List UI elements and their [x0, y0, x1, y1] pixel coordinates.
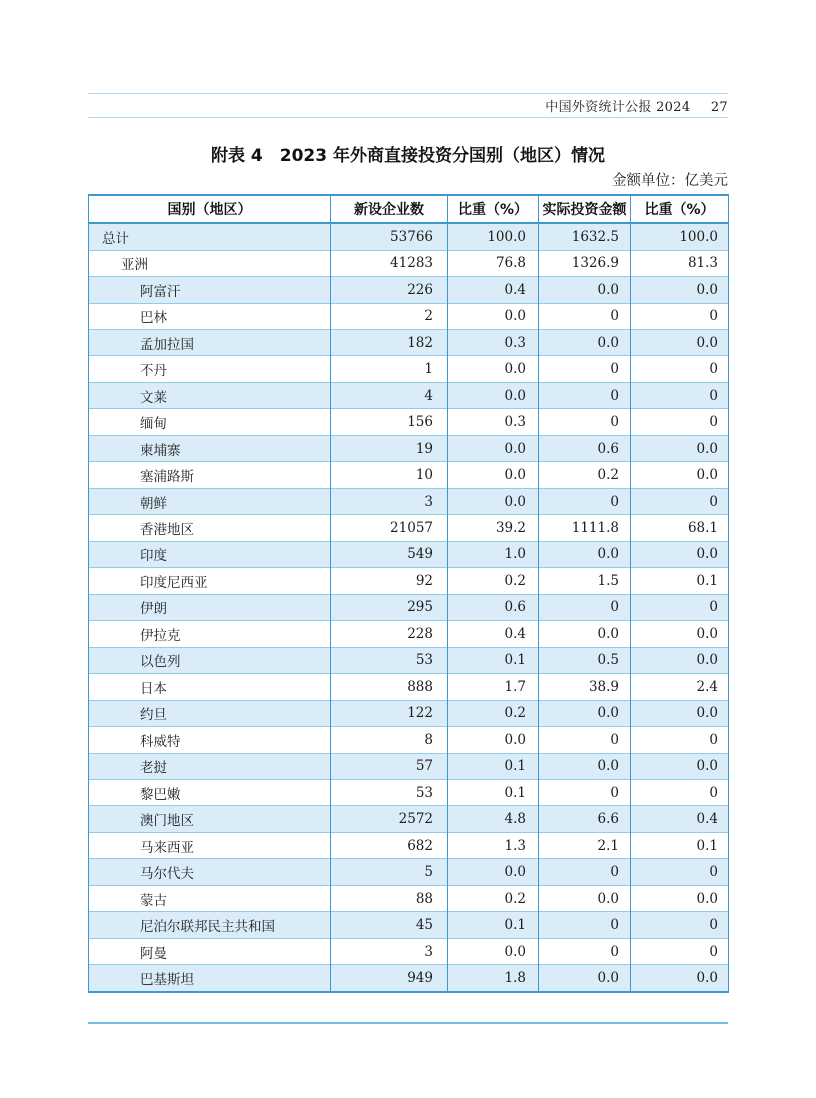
value-cell: 53766 — [331, 223, 448, 250]
table-row — [89, 356, 729, 382]
value-cell: 0.0 — [631, 435, 729, 461]
value-cell: 0.2 — [539, 462, 631, 488]
country-name-cell: 印度尼西亚 — [89, 568, 331, 594]
value-cell: 0 — [539, 356, 631, 382]
value-cell: 0 — [539, 409, 631, 435]
value-cell: 0.0 — [631, 541, 729, 567]
country-name-cell: 朝鲜 — [89, 488, 331, 514]
value-cell: 0.0 — [539, 330, 631, 356]
value-cell: 0 — [539, 859, 631, 885]
value-cell: 0 — [631, 727, 729, 753]
value-cell: 0 — [631, 409, 729, 435]
value-cell: 68.1 — [631, 515, 729, 541]
value-cell: 0 — [631, 382, 729, 408]
country-name-cell: 马来西亚 — [89, 832, 331, 858]
country-name-cell: 塞浦路斯 — [89, 462, 331, 488]
value-cell: 92 — [331, 568, 448, 594]
value-cell: 6.6 — [539, 806, 631, 832]
value-cell: 0.0 — [448, 382, 539, 408]
value-cell: 0.1 — [631, 568, 729, 594]
value-cell: 0.0 — [539, 885, 631, 911]
value-cell: 0.4 — [631, 806, 729, 832]
value-cell: 1111.8 — [539, 515, 631, 541]
value-cell: 226 — [331, 277, 448, 303]
value-cell: 100.0 — [448, 223, 539, 250]
table-row — [89, 568, 729, 594]
country-name-cell: 总计 — [89, 223, 331, 250]
value-cell: 53 — [331, 779, 448, 805]
header-rule-top — [88, 93, 728, 94]
table-row — [89, 832, 729, 858]
value-cell: 0.0 — [539, 700, 631, 726]
value-cell: 8 — [331, 727, 448, 753]
value-cell: 228 — [331, 621, 448, 647]
value-cell: 0.0 — [448, 488, 539, 514]
value-cell: 0 — [539, 727, 631, 753]
column-header: 比重（%） — [448, 195, 539, 223]
value-cell: 0.2 — [448, 885, 539, 911]
value-cell: 3 — [331, 938, 448, 964]
value-cell: 21057 — [331, 515, 448, 541]
value-cell: 0.6 — [448, 594, 539, 620]
value-cell: 0 — [631, 938, 729, 964]
country-name-cell: 阿富汗 — [89, 277, 331, 303]
value-cell: 0.0 — [448, 727, 539, 753]
country-name-cell: 黎巴嫩 — [89, 779, 331, 805]
table-row — [89, 515, 729, 541]
value-cell: 1.0 — [448, 541, 539, 567]
value-cell: 0.0 — [448, 938, 539, 964]
value-cell: 0 — [631, 356, 729, 382]
value-cell: 0 — [631, 859, 729, 885]
value-cell: 0.0 — [448, 859, 539, 885]
value-cell: 0.0 — [631, 647, 729, 673]
value-cell: 4.8 — [448, 806, 539, 832]
value-cell: 76.8 — [448, 250, 539, 276]
table-row — [89, 382, 729, 408]
table-row — [89, 859, 729, 885]
table-row — [89, 435, 729, 461]
value-cell: 0.1 — [631, 832, 729, 858]
country-name-cell: 伊朗 — [89, 594, 331, 620]
table-title: 附表 4 2023 年外商直接投资分国别（地区）情况 — [211, 146, 605, 166]
value-cell: 0 — [631, 594, 729, 620]
value-cell: 949 — [331, 965, 448, 992]
value-cell: 0 — [539, 912, 631, 938]
value-cell: 0.1 — [448, 647, 539, 673]
value-cell: 1326.9 — [539, 250, 631, 276]
country-name-cell: 澳门地区 — [89, 806, 331, 832]
value-cell: 2572 — [331, 806, 448, 832]
value-cell: 0 — [539, 779, 631, 805]
value-cell: 0 — [631, 912, 729, 938]
value-cell: 0.0 — [631, 330, 729, 356]
value-cell: 39.2 — [448, 515, 539, 541]
country-name-cell: 亚洲 — [89, 250, 331, 276]
value-cell: 4 — [331, 382, 448, 408]
value-cell: 0.1 — [448, 779, 539, 805]
value-cell: 0.1 — [448, 912, 539, 938]
table-row — [89, 912, 729, 938]
table-row — [89, 700, 729, 726]
table-header-row — [89, 195, 729, 223]
table-row — [89, 277, 729, 303]
value-cell: 41283 — [331, 250, 448, 276]
value-cell: 57 — [331, 753, 448, 779]
table-row — [89, 223, 729, 250]
value-cell: 1.5 — [539, 568, 631, 594]
table-row — [89, 541, 729, 567]
value-cell: 2.1 — [539, 832, 631, 858]
value-cell: 0 — [539, 303, 631, 329]
country-name-cell: 伊拉克 — [89, 621, 331, 647]
value-cell: 0.0 — [448, 435, 539, 461]
value-cell: 1.7 — [448, 674, 539, 700]
value-cell: 5 — [331, 859, 448, 885]
value-cell: 0 — [631, 303, 729, 329]
value-cell: 19 — [331, 435, 448, 461]
table-row — [89, 779, 729, 805]
country-name-cell: 文莱 — [89, 382, 331, 408]
value-cell: 122 — [331, 700, 448, 726]
value-cell: 3 — [331, 488, 448, 514]
fdi-by-country-table — [88, 194, 729, 993]
country-name-cell: 以色列 — [89, 647, 331, 673]
value-cell: 0 — [539, 488, 631, 514]
country-name-cell: 约旦 — [89, 700, 331, 726]
value-cell: 0.2 — [448, 568, 539, 594]
table-row — [89, 806, 729, 832]
table-row — [89, 409, 729, 435]
value-cell: 0.0 — [448, 356, 539, 382]
value-cell: 1.3 — [448, 832, 539, 858]
value-cell: 888 — [331, 674, 448, 700]
value-cell: 0.4 — [448, 277, 539, 303]
table-row — [89, 647, 729, 673]
country-name-cell: 蒙古 — [89, 885, 331, 911]
value-cell: 0.0 — [539, 621, 631, 647]
country-name-cell: 马尔代夫 — [89, 859, 331, 885]
country-name-cell: 印度 — [89, 541, 331, 567]
country-name-cell: 不丹 — [89, 356, 331, 382]
value-cell: 0.0 — [631, 700, 729, 726]
value-cell: 0.0 — [631, 965, 729, 992]
country-name-cell: 阿曼 — [89, 938, 331, 964]
value-cell: 2 — [331, 303, 448, 329]
value-cell: 88 — [331, 885, 448, 911]
value-cell: 0 — [631, 779, 729, 805]
table-row — [89, 753, 729, 779]
value-cell: 0.0 — [539, 753, 631, 779]
value-cell: 0.1 — [448, 753, 539, 779]
value-cell: 0.3 — [448, 330, 539, 356]
table-row — [89, 727, 729, 753]
value-cell: 549 — [331, 541, 448, 567]
value-cell: 0.6 — [539, 435, 631, 461]
page-number: 27 — [710, 100, 728, 115]
value-cell: 0 — [539, 382, 631, 408]
table-row — [89, 621, 729, 647]
value-cell: 0.0 — [448, 303, 539, 329]
value-cell: 53 — [331, 647, 448, 673]
country-name-cell: 老挝 — [89, 753, 331, 779]
table-row — [89, 885, 729, 911]
running-head — [88, 96, 728, 115]
value-cell: 0.0 — [631, 753, 729, 779]
country-name-cell: 孟加拉国 — [89, 330, 331, 356]
value-cell: 1632.5 — [539, 223, 631, 250]
value-cell: 0 — [539, 938, 631, 964]
value-cell: 0.0 — [539, 541, 631, 567]
country-name-cell: 日本 — [89, 674, 331, 700]
country-name-cell: 尼泊尔联邦民主共和国 — [89, 912, 331, 938]
table-row — [89, 594, 729, 620]
value-cell: 0.0 — [631, 462, 729, 488]
column-header: 比重（%） — [631, 195, 729, 223]
value-cell: 0.0 — [631, 277, 729, 303]
value-cell: 100.0 — [631, 223, 729, 250]
value-cell: 0.0 — [631, 885, 729, 911]
country-name-cell: 科威特 — [89, 727, 331, 753]
header-rule-bottom — [88, 117, 728, 118]
table-row — [89, 250, 729, 276]
value-cell: 1.8 — [448, 965, 539, 992]
value-cell: 38.9 — [539, 674, 631, 700]
value-cell: 0.5 — [539, 647, 631, 673]
value-cell: 156 — [331, 409, 448, 435]
table-row — [89, 462, 729, 488]
country-name-cell: 柬埔寨 — [89, 435, 331, 461]
unit-note: 金额单位：亿美元 — [612, 173, 728, 189]
column-header: 新设企业数 — [331, 195, 448, 223]
value-cell: 0 — [539, 594, 631, 620]
value-cell: 0.2 — [448, 700, 539, 726]
value-cell: 182 — [331, 330, 448, 356]
table-row — [89, 303, 729, 329]
value-cell: 81.3 — [631, 250, 729, 276]
country-name-cell: 巴林 — [89, 303, 331, 329]
value-cell: 0.4 — [448, 621, 539, 647]
value-cell: 0.0 — [631, 621, 729, 647]
value-cell: 0.0 — [539, 277, 631, 303]
column-header: 国别（地区） — [89, 195, 331, 223]
country-name-cell: 巴基斯坦 — [89, 965, 331, 992]
table-row — [89, 965, 729, 992]
value-cell: 0.0 — [539, 965, 631, 992]
table-row — [89, 330, 729, 356]
value-cell: 0 — [631, 488, 729, 514]
value-cell: 0.0 — [448, 462, 539, 488]
value-cell: 295 — [331, 594, 448, 620]
publication-title: 中国外资统计公报 2024 — [545, 100, 691, 115]
country-name-cell: 缅甸 — [89, 409, 331, 435]
column-header: 实际投资金额 — [539, 195, 631, 223]
table-row — [89, 674, 729, 700]
country-name-cell: 香港地区 — [89, 515, 331, 541]
value-cell: 682 — [331, 832, 448, 858]
value-cell: 0.3 — [448, 409, 539, 435]
footer-rule — [88, 1022, 728, 1024]
value-cell: 45 — [331, 912, 448, 938]
value-cell: 1 — [331, 356, 448, 382]
table-row — [89, 938, 729, 964]
value-cell: 2.4 — [631, 674, 729, 700]
value-cell: 10 — [331, 462, 448, 488]
table-row — [89, 488, 729, 514]
